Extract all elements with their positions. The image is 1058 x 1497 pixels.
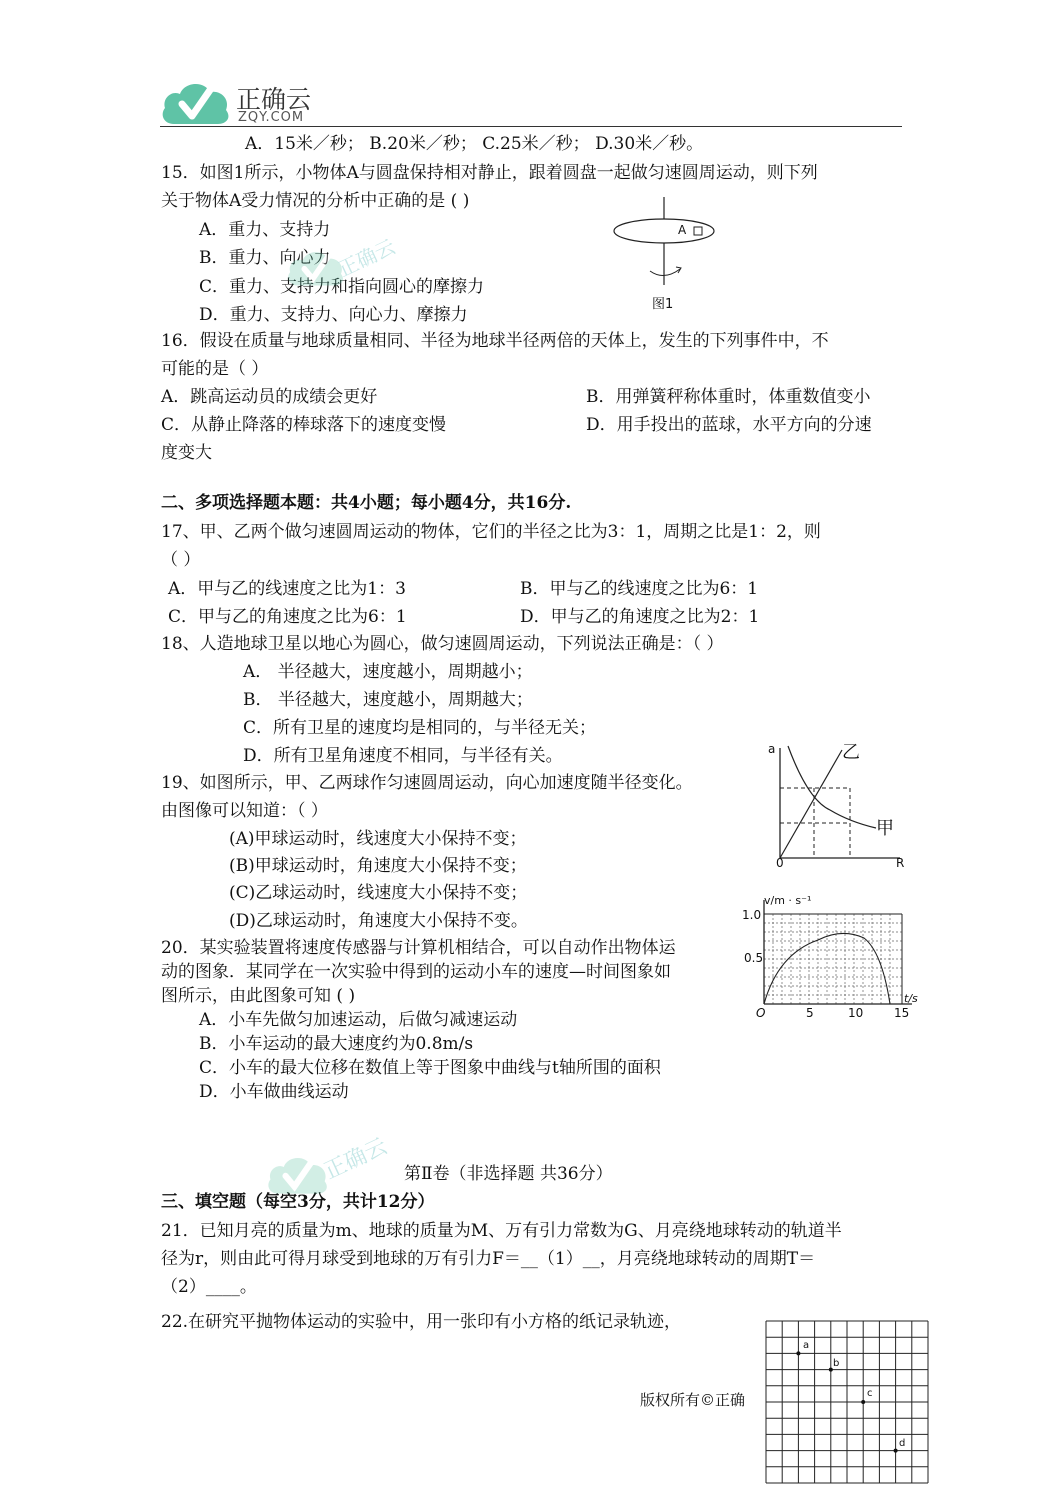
q19-graph-curve-label: 甲 xyxy=(876,818,894,839)
watermark-logo-1-text: 正确云 xyxy=(334,234,399,282)
q20-graph-x-tick-1: O xyxy=(756,1006,766,1020)
q19-graph-line-label: 乙 xyxy=(842,742,860,763)
q21-line2: 径为r，则由此可得月球受到地球的万有引力F＝__（1）__，月亮绕地球转动的周期T＝ xyxy=(161,1249,816,1269)
q18-option-a: A． 半径越大，速度越小，周期越小； xyxy=(243,662,533,682)
q21-line1: 21．已知月亮的质量为m、地球的质量为M、万有引力常数为G、月亮绕地球转动的轨道半 xyxy=(161,1221,842,1241)
q17-option-d: D．甲与乙的角速度之比为2：1 xyxy=(520,607,760,627)
footer-copyright: 版权所有©正确 xyxy=(640,1391,746,1409)
q18-line1: 18、人造地球卫星以地心为圆心，做匀速圆周运动，下列说法正确是：（ ） xyxy=(161,634,724,654)
part-2-title: 第Ⅱ卷（非选择题 共36分） xyxy=(404,1164,613,1184)
q19-line2: 由图像可以知道：（ ） xyxy=(161,801,328,821)
q20-graph-y-tick-2: 0.5 xyxy=(744,951,764,965)
q19-graph-y-axis: a xyxy=(768,742,776,756)
q20-graph-x-tick-3: 10 xyxy=(848,1006,864,1020)
cloud-check-icon xyxy=(160,78,232,128)
watermark-logo-2-text: 正确云 xyxy=(320,1134,392,1185)
q16-line1: 16．假设在质量与地球质量相同、半径为地球半径两倍的天体上，发生的下列事件中，不 xyxy=(161,331,829,351)
q16-option-c: C．从静止降落的棒球落下的速度变慢 xyxy=(161,415,447,435)
q20-graph xyxy=(742,892,922,1022)
q19-line1: 19、如图所示，甲、乙两球作匀速圆周运动，向心加速度随半径变化。 xyxy=(161,773,693,793)
q19-option-c: (C)乙球运动时，线速度大小保持不变； xyxy=(229,883,528,903)
logo-sub-text: ZQY.COM xyxy=(238,110,305,125)
grid-point-b: b xyxy=(833,1358,840,1369)
figure-1-object-label: A xyxy=(678,223,687,237)
q15-option-c: C．重力、支持力和指向圆心的摩擦力 xyxy=(199,277,485,297)
q15-option-d: D．重力、支持力、向心力、摩擦力 xyxy=(199,305,468,325)
q20-graph-x-label: t/s xyxy=(904,992,918,1005)
figure-1-label: 图1 xyxy=(652,297,674,312)
q15-option-b: B．重力、向心力 xyxy=(199,248,331,268)
q15-option-a: A．重力、支持力 xyxy=(199,220,331,240)
q19-option-a: (A)甲球运动时，线速度大小保持不变； xyxy=(229,829,527,849)
q19-graph-x-axis: R xyxy=(896,856,905,870)
q16-option-d-continued: 度变大 xyxy=(161,443,212,463)
q19-graph-origin: 0 xyxy=(776,856,784,870)
q20-graph-x-tick-2: 5 xyxy=(806,1006,814,1020)
q18-option-b: B． 半径越大，速度越小，周期越大； xyxy=(243,690,533,710)
q20-line2: 动的图象．某同学在一次实验中得到的运动小车的速度—时间图象如 xyxy=(161,962,671,982)
q22-line1: 22.在研究平抛物体运动的实验中，用一张印有小方格的纸记录轨迹， xyxy=(161,1312,682,1332)
q15-line1: 15．如图1所示，小物体A与圆盘保持相对静止，跟着圆盘一起做匀速圆周运动，则下列 xyxy=(161,163,818,183)
q20-line1: 20．某实验装置将速度传感器与计算机相结合，可以自动作出物体运 xyxy=(161,938,676,958)
watermark-logo-1 xyxy=(286,228,416,298)
q20-line3: 图所示，由此图象可知 ( ) xyxy=(161,986,356,1006)
q22-trajectory-grid xyxy=(765,1320,929,1484)
logo-main-text: 正确云 xyxy=(236,85,312,114)
watermark-logo-2 xyxy=(266,1134,406,1204)
q17-line2: （ ） xyxy=(161,550,201,570)
q17-option-c: C．甲与乙的角速度之比为6：1 xyxy=(168,607,407,627)
q16-option-d: D．用手投出的蓝球，水平方向的分速 xyxy=(586,415,872,435)
grid-point-d: d xyxy=(899,1438,906,1449)
q16-option-a: A．跳高运动员的成绩会更好 xyxy=(161,387,378,407)
figure-1-disc xyxy=(610,195,720,315)
q17-option-b: B．甲与乙的线速度之比为6：1 xyxy=(520,579,759,599)
q19-graph xyxy=(760,740,910,870)
q20-graph-y-label: v/m · s⁻¹ xyxy=(764,894,812,907)
q20-graph-x-tick-4: 15 xyxy=(894,1006,910,1020)
q21-line3: （2）____。 xyxy=(161,1277,257,1297)
section-2-title: 二、多项选择题本题：共4小题；每小题4分，共16分. xyxy=(161,493,572,513)
site-logo xyxy=(160,78,320,128)
grid-point-a: a xyxy=(803,1340,810,1351)
header-divider xyxy=(160,126,902,127)
q20-option-c: C．小车的最大位移在数值上等于图象中曲线与t轴所围的面积 xyxy=(199,1058,661,1078)
grid-point-c: c xyxy=(867,1388,873,1399)
q18-option-c: C．所有卫星的速度均是相同的，与半径无关； xyxy=(243,718,597,738)
q19-option-b: (B)甲球运动时，角速度大小保持不变； xyxy=(229,856,527,876)
q20-option-d: D．小车做曲线运动 xyxy=(199,1082,349,1102)
q16-option-b: B．用弹簧秤称体重时，体重数值变小 xyxy=(586,387,871,407)
q19-option-d: (D)乙球运动时，角速度大小保持不变。 xyxy=(229,911,528,931)
section-3-title: 三、填空题（每空3分，共计12分） xyxy=(161,1192,435,1212)
q20-option-a: A．小车先做匀加速运动，后做匀减速运动 xyxy=(199,1010,518,1030)
q20-graph-y-tick-1: 1.0 xyxy=(742,908,762,922)
q14-options: A．15米／秒； B.20米／秒； C.25米／秒； D.30米／秒。 xyxy=(245,134,704,154)
q17-option-a: A．甲与乙的线速度之比为1：3 xyxy=(168,579,406,599)
q15-line2: 关于物体A受力情况的分析中正确的是 ( ) xyxy=(161,191,470,211)
q18-option-d: D．所有卫星角速度不相同，与半径有关。 xyxy=(243,746,563,766)
q16-line2: 可能的是（ ） xyxy=(161,359,269,379)
q17-line1: 17、甲、乙两个做匀速圆周运动的物体，它们的半径之比为3：1，周期之比是1：2，则 xyxy=(161,522,821,542)
q20-option-b: B．小车运动的最大速度约为0.8m/s xyxy=(199,1034,474,1054)
